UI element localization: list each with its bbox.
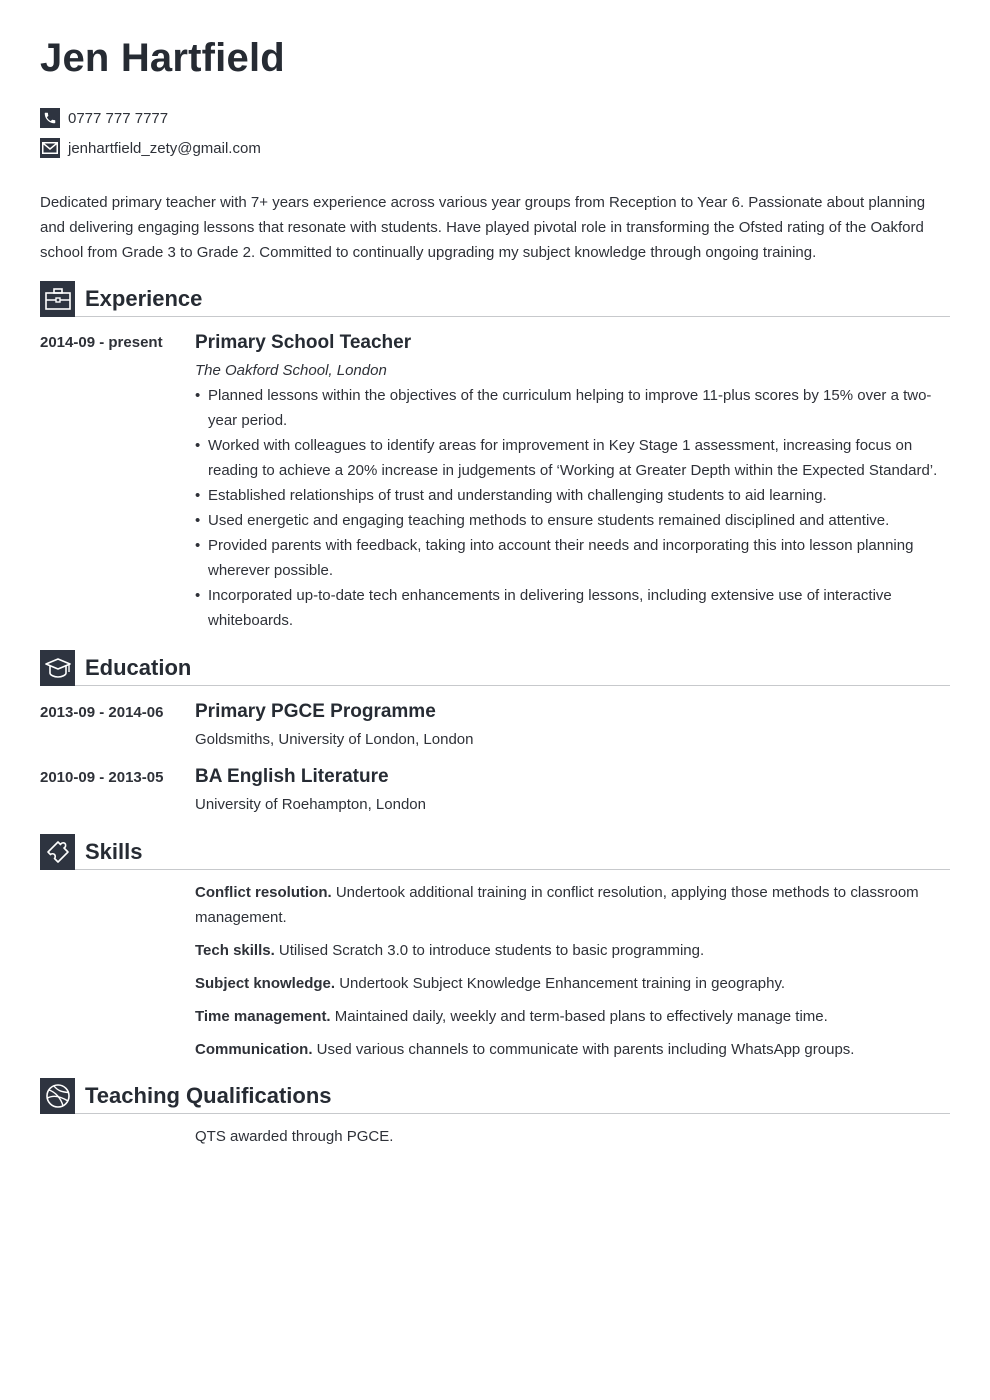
skill-name: Tech skills. [195, 942, 275, 959]
qualifications-heading: Teaching Qualifications [85, 1082, 332, 1108]
skill-name: Conflict resolution. [195, 884, 332, 901]
skill-name: Subject knowledge. [195, 975, 336, 992]
job-bullets [195, 383, 940, 633]
skill-item [195, 1004, 940, 1029]
skill-description: Used various channels to communicate with parents including WhatsApp groups. [312, 1041, 855, 1058]
job-bullet: • Incorporated up-to-date tech enhancements in delivering lessons, including extensive use of interactive whiteboards. [195, 583, 940, 633]
skill-description: Maintained daily, weekly and term-based plans to effectively manage time. [330, 1008, 828, 1025]
qualifications-section-header [40, 1078, 950, 1114]
job-bullet: • Provided parents with feedback, taking into account their needs and incorporating this into lesson planning wherever possible. [195, 533, 940, 583]
education-section-header [40, 650, 950, 686]
skills-heading: Skills [85, 838, 143, 864]
skill-description: Utilised Scratch 3.0 to introduce students to basic programming. [274, 942, 705, 959]
education-degree: Primary PGCE Programme [195, 701, 436, 722]
skill-item [195, 880, 940, 930]
job-date: 2014-09 - present [40, 334, 163, 351]
skill-description: Undertook additional training in conflict resolution, applying those methods to classroom management. [195, 884, 919, 926]
skill-name: Time management. [195, 1008, 331, 1025]
experience-section-header [40, 281, 950, 317]
education-degree: BA English Literature [195, 766, 389, 787]
email-contact [40, 138, 261, 158]
job-bullet: • Planned lessons within the objectives of the curriculum helping to improve 11-plus scores by 15% over a two-year period. [195, 383, 940, 433]
phone-icon [40, 108, 60, 128]
email-address: jenhartfield_zety@gmail.com [68, 139, 261, 157]
skill-item [195, 971, 940, 996]
skills-section-header [40, 834, 950, 870]
job-title: Primary School Teacher [195, 332, 412, 353]
skill-name: Communication. [195, 1041, 313, 1058]
experience-heading: Experience [85, 285, 203, 311]
envelope-icon [40, 138, 60, 158]
education-heading: Education [85, 654, 192, 680]
job-employer: The Oakford School, London [195, 362, 387, 379]
qualification-text: QTS awarded through PGCE. [195, 1128, 394, 1145]
job-bullet: • Established relationships of trust and understanding with challenging students to aid learning. [195, 483, 940, 508]
education-school: University of Roehampton, London [195, 796, 426, 813]
education-school: Goldsmiths, University of London, London [195, 731, 474, 748]
profile-summary: Dedicated primary teacher with 7+ years experience across various year groups from Reception to Year 6. Passionate about planning and delivering engaging lessons that resonate with students. Have played pivotal role in transforming the Ofsted rating of the Oakford school from Grade 3 to Grade 2. Committed to continually upgrading my subject knowledge through ongoing training. [40, 194, 926, 261]
graduation-cap-icon [40, 650, 75, 686]
phone-number: 0777 777 7777 [68, 109, 169, 127]
ball-icon [40, 1078, 75, 1114]
skill-item [195, 1037, 940, 1062]
puzzle-icon [40, 834, 75, 870]
job-bullet: • Worked with colleagues to identify areas for improvement in Key Stage 1 assessment, increasing focus on reading to achieve a 20% increase in judgements of ‘Working at Greater Depth within the Expected Standard’. [195, 433, 940, 483]
skill-item [195, 938, 940, 963]
job-bullet: • Used energetic and engaging teaching methods to ensure students remained disciplined and attentive. [195, 508, 940, 533]
briefcase-icon [40, 281, 75, 317]
candidate-name: Jen Hartfield [40, 36, 285, 80]
skill-description: Undertook Subject Knowledge Enhancement training in geography. [335, 975, 786, 992]
education-date: 2013-09 - 2014-06 [40, 704, 164, 721]
phone-contact [40, 108, 168, 128]
education-date: 2010-09 - 2013-05 [40, 769, 164, 786]
